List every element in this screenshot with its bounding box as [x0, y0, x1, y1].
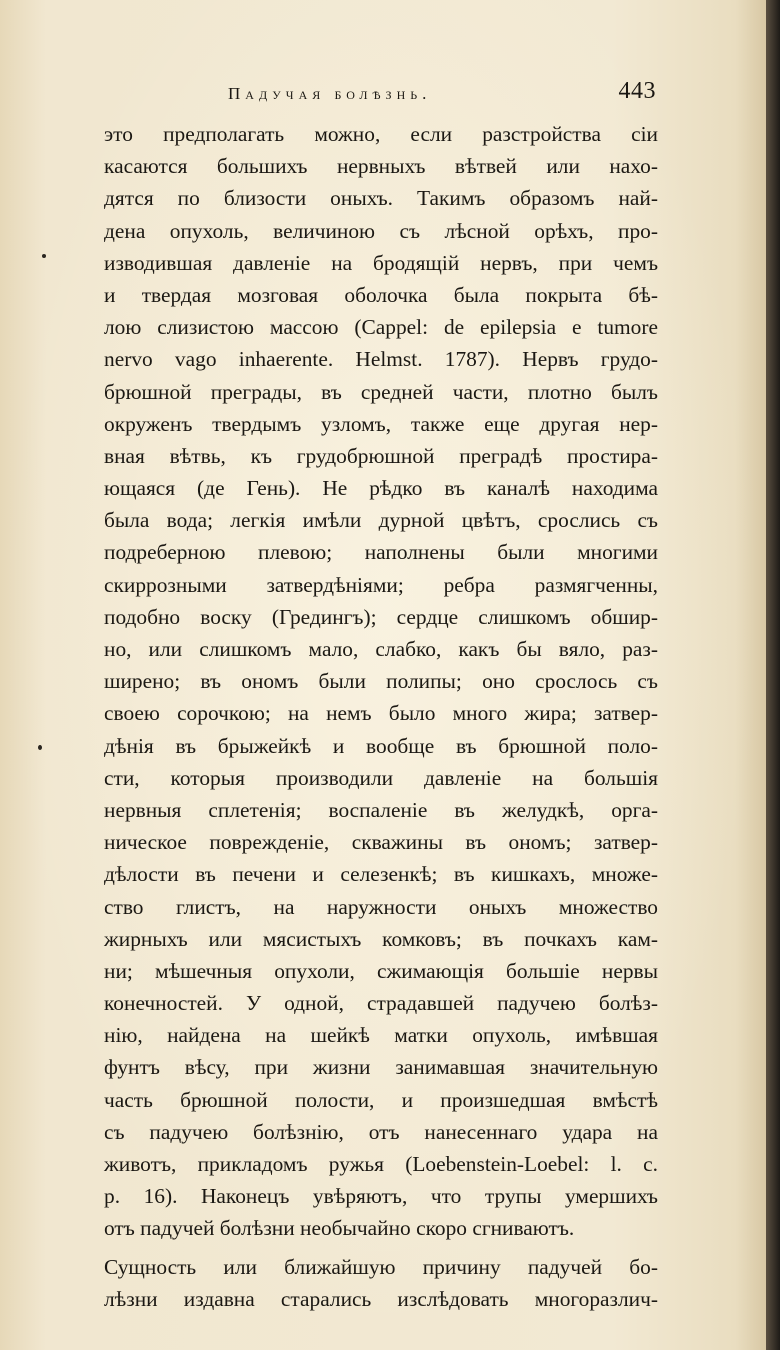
text-line: ство глистъ, на наружности оныхъ множество	[104, 894, 658, 919]
text-line: p. 16). Наконецъ увѣряютъ, что трупы умершихъ	[104, 1184, 658, 1209]
text-line: дѣлости въ печени и селезенкѣ; въ кишкахъ, множе-	[104, 862, 658, 887]
paragraph-1	[104, 118, 658, 1245]
text-line: конечностей. У одной, страдавшей падучею болѣз-	[104, 991, 658, 1016]
text-line: животъ, прикладомъ ружья (Loebenstein-Loebel: l. c.	[104, 1152, 658, 1176]
page-header	[100, 78, 660, 112]
paragraph-2	[104, 1251, 658, 1315]
text-line: но, или слишкомъ мало, слабко, какъ бы вяло, раз-	[104, 637, 658, 661]
text-line: нервныя сплетенія; воспаленіе въ желудкѣ, орга-	[104, 797, 658, 822]
running-title: Падучая болѣзнь.	[228, 84, 432, 103]
text-line: съ падучею болѣзнію, отъ нанесеннаго удара на	[104, 1119, 658, 1144]
text-line: своею сорочкою; на немъ было много жира; затвер-	[104, 701, 658, 726]
text-line: изводившая давленіе на бродящій нервъ, при чемъ	[104, 250, 658, 275]
text-line: подреберною плевою; наполнены были многими	[104, 540, 658, 565]
text-line: это предполагать можно, если разстройства сіи	[104, 122, 658, 146]
text-line: дѣнія въ брыжейкѣ и вообще въ брюшной поло-	[104, 733, 658, 758]
text-line: ющаяся (де Гень). Не рѣдко въ каналѣ находима	[104, 476, 658, 501]
text-line: часть брюшной полости, и произшедшая вмѣстѣ	[104, 1087, 658, 1112]
text-line: вная вѣтвь, къ грудобрюшной преградѣ простира-	[104, 443, 658, 468]
book-gutter-shadow	[766, 0, 780, 1350]
page-number: 443	[618, 78, 656, 104]
text-line: ширено; въ ономъ были полипы; оно срослось съ	[104, 669, 658, 694]
text-line: была вода; легкія имѣли дурной цвѣтъ, срослись съ	[104, 508, 658, 533]
text-line: лою слизистою массою (Cappel: de epilepsia e tumore	[104, 315, 658, 340]
text-line: отъ падучей болѣзни необычайно скоро сгниваютъ.	[104, 1216, 575, 1241]
ink-speck	[38, 745, 42, 750]
text-line: фунтъ вѣсу, при жизни занимавшая значительную	[104, 1055, 658, 1080]
ink-speck	[42, 254, 46, 258]
text-line: дятся по близости оныхъ. Такимъ образомъ най-	[104, 186, 658, 211]
text-line: нію, найдена на шейкѣ матки опухоль, имѣвшая	[104, 1023, 658, 1048]
text-line: брюшной преграды, въ средней части, плотно былъ	[104, 379, 658, 404]
text-line: подобно воску (Гредингъ); сердце слишкомъ обшир-	[104, 604, 658, 629]
text-line: ни; мѣшечныя опухоли, сжимающія большіе нервы	[104, 958, 658, 983]
body-text	[104, 118, 658, 1315]
text-line: дена опухоль, величиною съ лѣсной орѣхъ, про-	[104, 218, 658, 243]
text-line: окруженъ твердымъ узломъ, также еще другая нер-	[104, 411, 658, 436]
text-line: nervo vago inhaerente. Helmst. 1787). Нервъ грудо-	[104, 347, 658, 372]
text-line: жирныхъ или мясистыхъ комковъ; въ почкахъ кам-	[104, 926, 658, 951]
text-line: и твердая мозговая оболочка была покрыта бѣ-	[104, 282, 658, 307]
text-line: лѣзни издавна старались изслѣдовать многоразлич-	[104, 1286, 658, 1311]
text-line: Сущность или ближайшую причину падучей бо-	[104, 1254, 658, 1279]
text-line: ническое поврежденіе, скважины въ ономъ; затвер-	[104, 830, 658, 855]
text-line: скиррозными затвердѣніями; ребра размягченны,	[104, 572, 658, 597]
text-line: сти, которыя производили давленіе на большія	[104, 765, 658, 790]
text-line: касаются большихъ нервныхъ вѣтвей или нахо-	[104, 154, 658, 179]
